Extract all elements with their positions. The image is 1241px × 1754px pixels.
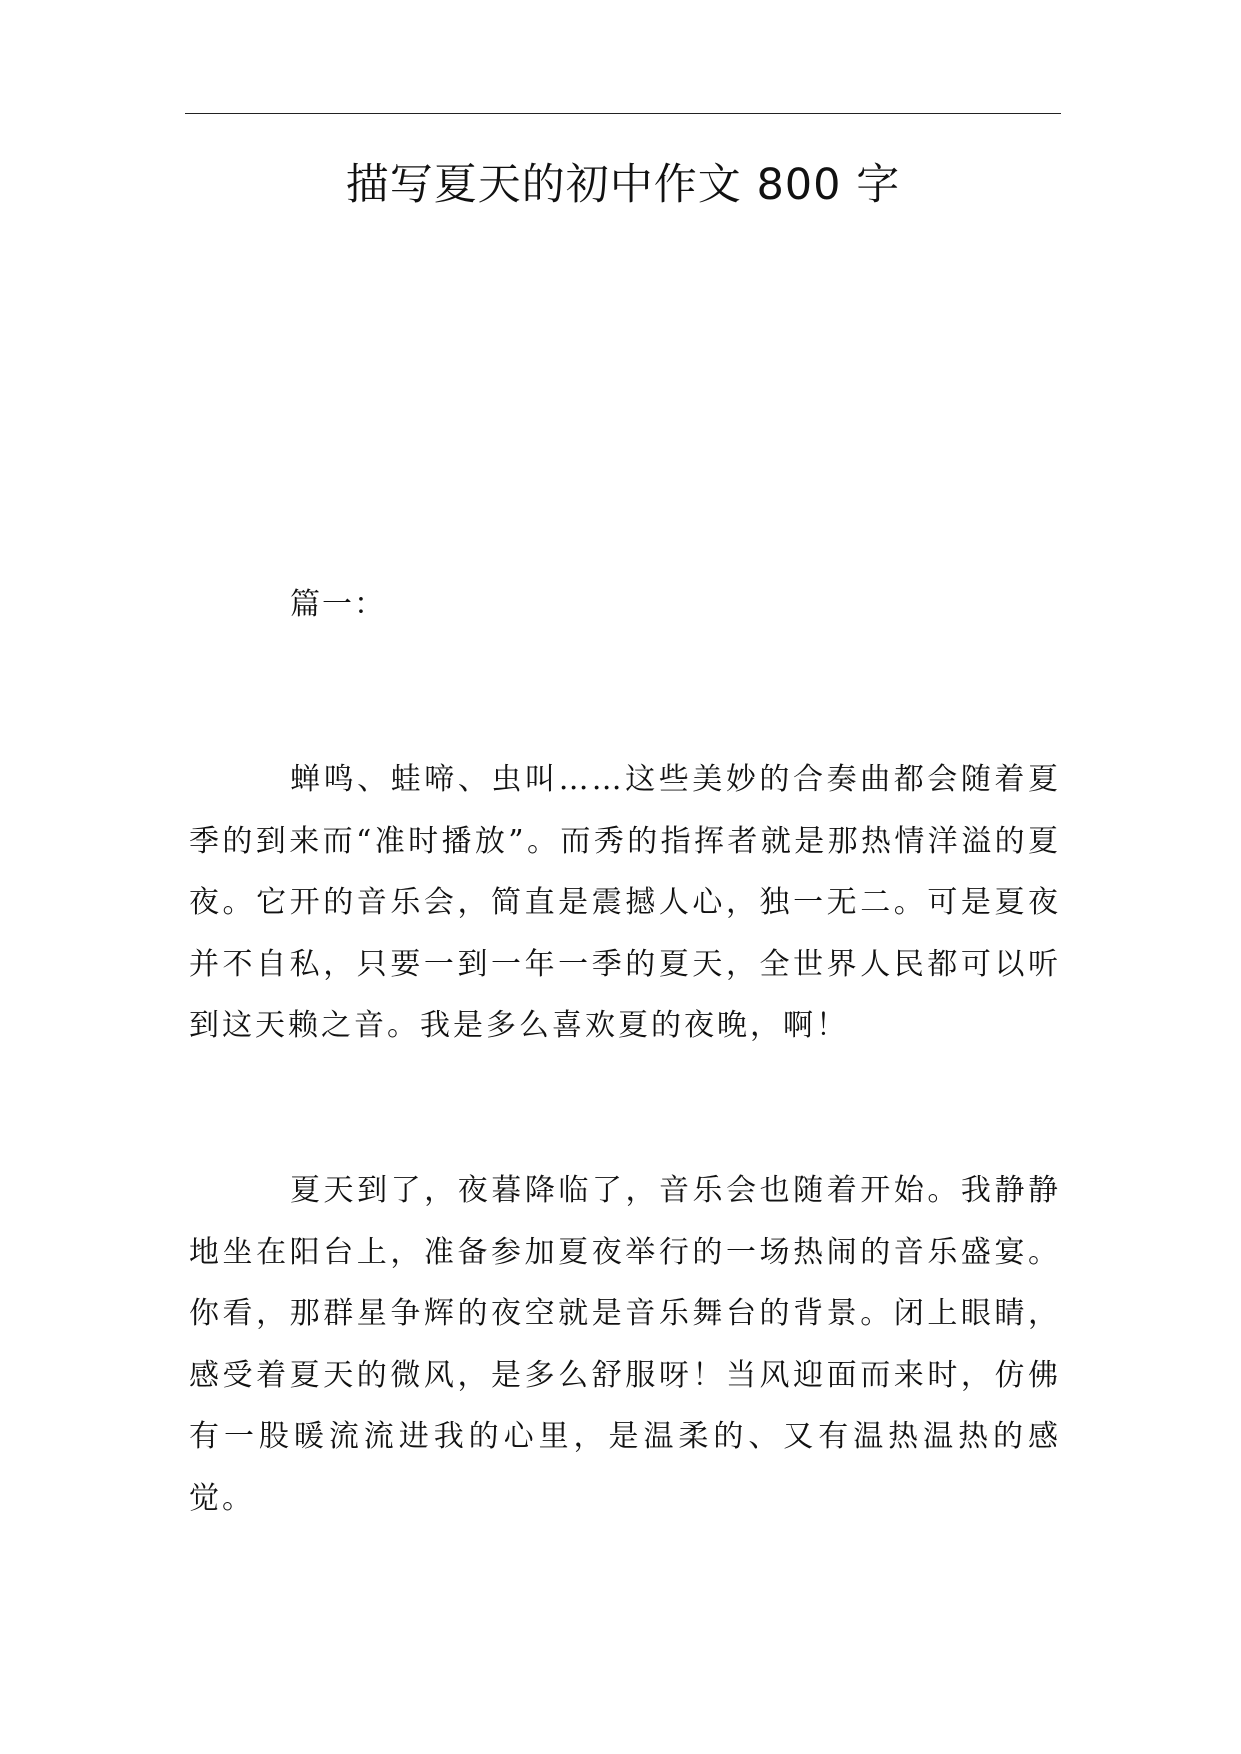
paragraph-1: 蝉鸣、蛙啼、虫叫……这些美妙的合奏曲都会随着夏季的到来而“准时播放”。而秀的指挥者就是那热情洋溢的夏夜。它开的音乐会，简直是震撼人心，独一无二。可是夏夜并不自私，只要一到一年一季的夏天，全世界人民都可以听到这天赖之音。我是多么喜欢夏的夜晚，啊！: [189, 762, 1061, 1043]
document-title: 描写夏天的初中作文 800 字: [345, 160, 901, 210]
paragraph-2: 夏天到了，夜暮降临了，音乐会也随着开始。我静静地坐在阳台上，准备参加夏夜举行的一场热闹的音乐盛宴。你看，那群星争辉的夜空就是音乐舞台的背景。闭上眼睛，感受着夏天的微风，是多么舒服呀！当风迎面而来时，仿佛有一股暖流流进我的心里，是温柔的、又有温热温热的感觉。: [189, 1173, 1061, 1516]
header-rule: [185, 113, 1061, 114]
section-label: 篇一：: [290, 587, 386, 622]
